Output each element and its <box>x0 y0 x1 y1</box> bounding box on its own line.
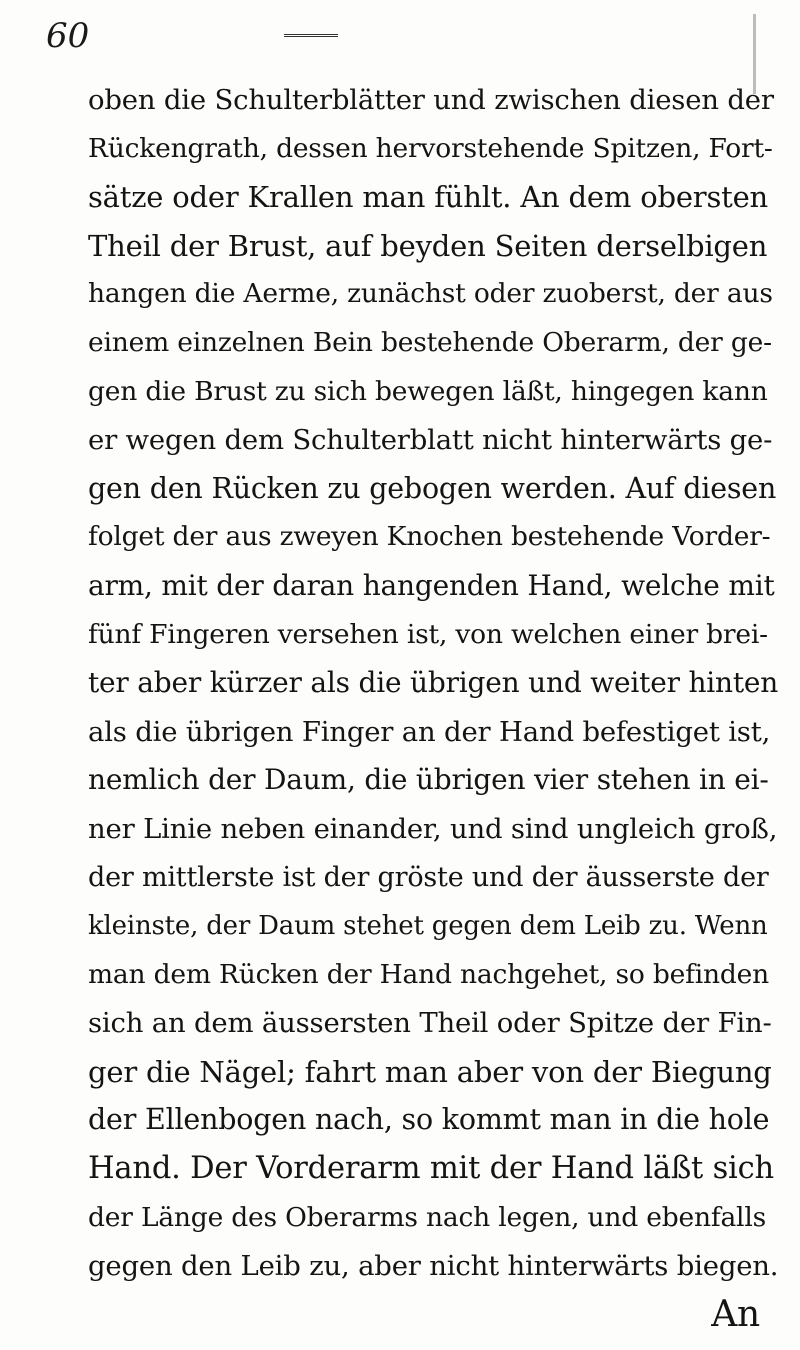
page-number: 60 <box>46 16 90 56</box>
text-line-1: oben die Schulterblätter und zwischen diesen der <box>88 84 774 116</box>
text-line-12: fünf Fingeren versehen ist, von welchen einer brei- <box>88 618 768 650</box>
text-line-2: Rückengrath, dessen hervorstehende Spitzen, Fort- <box>88 132 773 164</box>
header-rule <box>284 34 338 37</box>
text-line-25: gegen den Leib zu, aber nicht hinterwärts biegen. <box>88 1250 779 1283</box>
text-line-8: er wegen dem Schulterblatt nicht hinterwärts ge- <box>88 424 773 457</box>
text-line-14: als die übrigen Finger an der Hand befestiget ist, <box>88 715 771 748</box>
text-line-10: folget der aus zweyen Knochen bestehende Vorder- <box>88 521 771 553</box>
text-line-3: sätze oder Krallen man fühlt. An dem obersten <box>88 180 769 215</box>
text-line-9: gen den Rücken zu gebogen werden. Auf diesen <box>88 471 777 505</box>
text-line-5: hangen die Aerme, zunächst oder zuoberst, der aus <box>88 278 773 310</box>
text-line-19: man dem Rücken der Hand nachgehet, so befinden <box>88 958 769 990</box>
text-line-7: gen die Brust zu sich bewegen läßt, hingegen kann <box>88 375 768 407</box>
text-line-22: der Ellenbogen nach, so kommt man in die hole <box>88 1103 770 1137</box>
text-line-21: ger die Nägel; fahrt man aber von der Biegung <box>88 1054 772 1089</box>
text-line-6: einem einzelnen Bein bestehende Oberarm, der ge- <box>88 326 772 358</box>
page-header <box>40 14 760 58</box>
text-line-20: sich an dem äussersten Theil oder Spitze der Fin- <box>88 1007 772 1040</box>
body-text <box>88 76 778 1339</box>
catchword: An <box>711 1293 760 1335</box>
text-line-4: Theil der Brust, auf beyden Seiten derselbigen <box>88 228 768 263</box>
text-line-18: kleinste, der Daum stehet gegen dem Leib zu. Wenn <box>88 911 768 942</box>
text-line-13: ter aber kürzer als die übrigen und weiter hinten <box>88 666 779 700</box>
text-line-17: der mittlerste ist der gröste und der äusserste der <box>88 861 769 893</box>
text-line-23: Hand. Der Vorderarm mit der Hand läßt sich <box>88 1151 774 1187</box>
text-line-16: ner Linie neben einander, und sind ungleich groß, <box>88 812 778 845</box>
text-line-11: arm, mit der daran hangenden Hand, welche mit <box>88 568 775 602</box>
text-line-24: der Länge des Oberarms nach legen, und ebenfalls <box>88 1201 766 1233</box>
text-line-15: nemlich der Daum, die übrigen vier stehen in ei- <box>88 763 769 797</box>
